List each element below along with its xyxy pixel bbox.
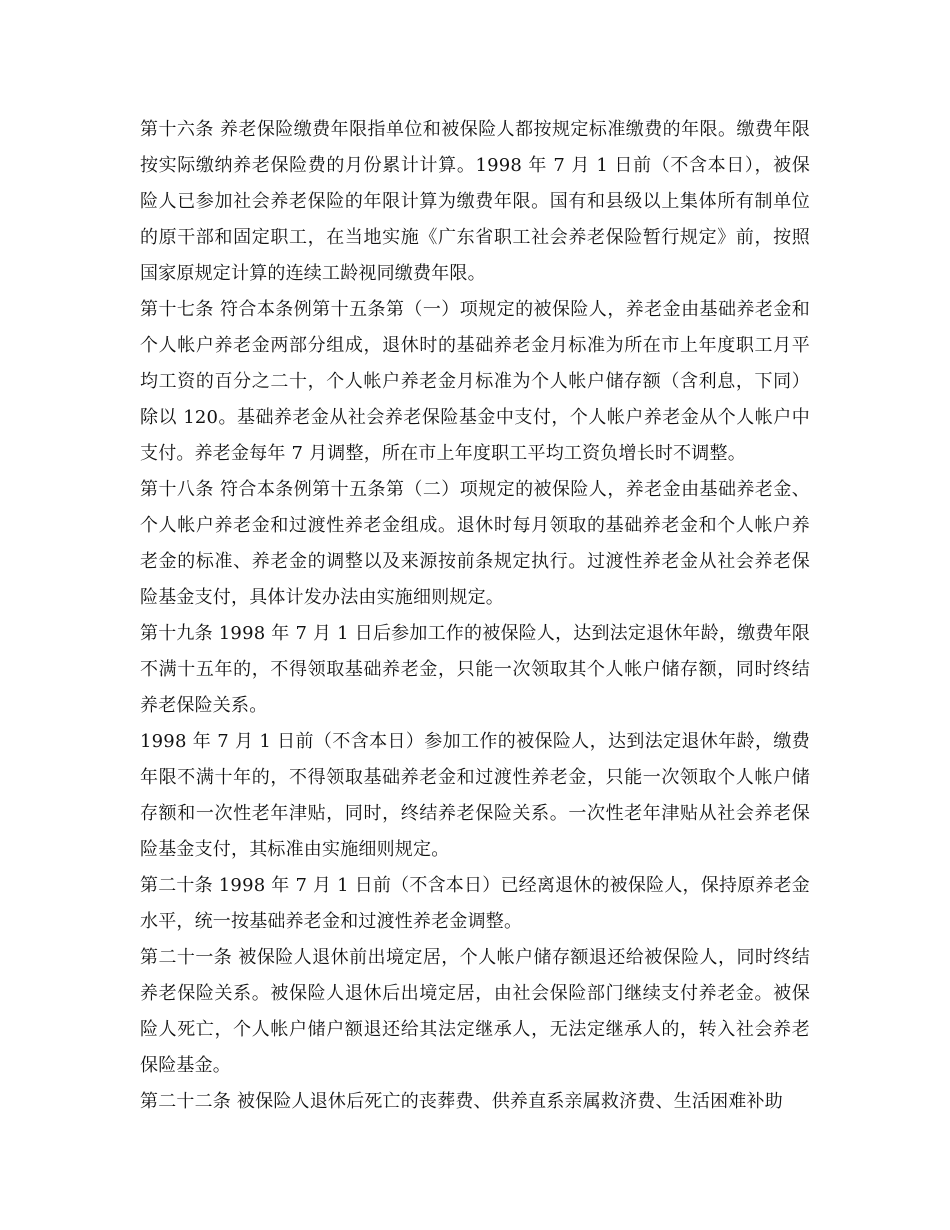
paragraph-article-19-continued: 1998 年 7 月 1 日前（不含本日）参加工作的被保险人，达到法定退休年龄，缴费年限不满十年的，不得领取基础养老金和过渡性养老金，只能一次领取个人帐户储存额和一次性老年津贴，同时，终结养老保险关系。一次性老年津贴从社会养老保险基金支付，其标准由实施细则规定。 <box>140 731 810 860</box>
paragraph-article-20: 第二十条 1998 年 7 月 1 日前（不含本日）已经离退休的被保险人，保持原养老金水平，统一按基础养老金和过渡性养老金调整。 <box>140 875 810 932</box>
paragraph-article-19: 第十九条 1998 年 7 月 1 日后参加工作的被保险人，达到法定退休年龄，缴费年限不满十五年的，不得领取基础养老金，只能一次领取其个人帐户储存额，同时终结养老保险关系。 <box>140 623 810 716</box>
paragraph-article-22: 第二十二条 被保险人退休后死亡的丧葬费、供养直系亲属救济费、生活困难补助 <box>140 1091 783 1112</box>
paragraph-article-21: 第二十一条 被保险人退休前出境定居，个人帐户储存额退还给被保险人，同时终结养老保险关系。被保险人退休后出境定居，由社会保险部门继续支付养老金。被保险人死亡，个人帐户储户额退还给其法定继承人，无法定继承人的，转入社会养老保险基金。 <box>140 947 810 1076</box>
paragraph-article-16: 第十六条 养老保险缴费年限指单位和被保险人都按规定标准缴费的年限。缴费年限按实际缴纳养老保险费的月份累计计算。1998 年 7 月 1 日前（不含本日），被保险人已参加社会养老保险的年限计算为缴费年限。国有和县级以上集体所有制单位的原干部和固定职工，在当地实施《广东省职工社会养老保险暂行规定》前，按照国家原规定计算的连续工龄视同缴费年限。 <box>140 119 810 284</box>
paragraph-article-18: 第十八条 符合本条例第十五条第（二）项规定的被保险人，养老金由基础养老金、个人帐户养老金和过渡性养老金组成。退休时每月领取的基础养老金和个人帐户养老金的标准、养老金的调整以及来源按前条规定执行。过渡性养老金从社会养老保险基金支付，具体计发办法由实施细则规定。 <box>140 479 810 608</box>
paragraph-article-17: 第十七条 符合本条例第十五条第（一）项规定的被保险人，养老金由基础养老金和个人帐户养老金两部分组成，退休时的基础养老金月标准为所在市上年度职工月平均工资的百分之二十，个人帐户养老金月标准为个人帐户储存额（含利息，下同）除以 120。基础养老金从社会养老保险基金中支付，个人帐户养老金从个人帐户中支付。养老金每年 7 月调整，所在市上年度职工平均工资负增长时不调整。 <box>140 299 810 464</box>
